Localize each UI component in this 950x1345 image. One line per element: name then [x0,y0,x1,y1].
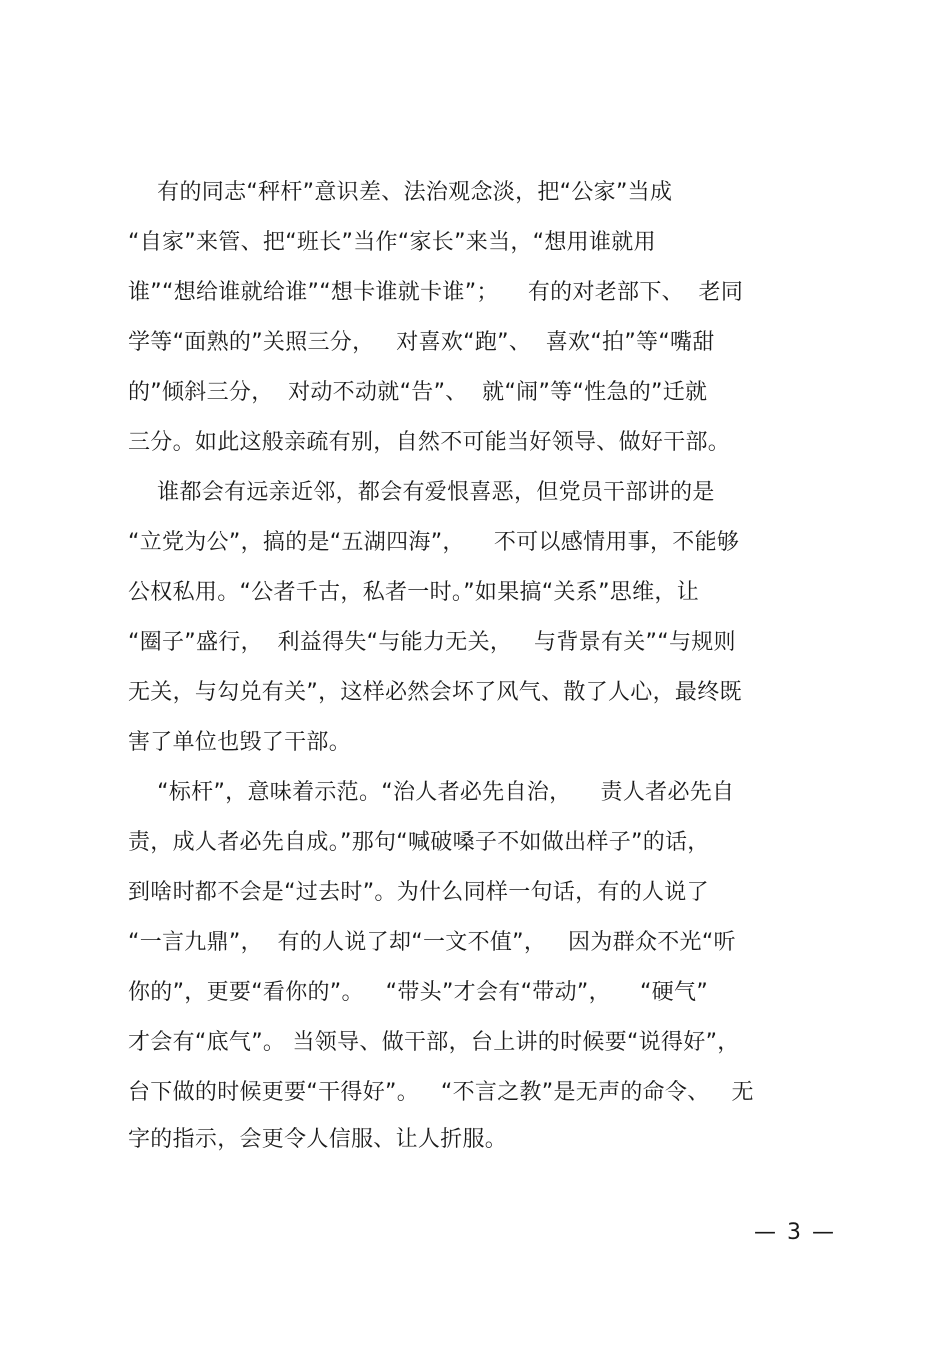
text-line: 无关，与勾兑有关”，这样必然会坏了风气、散了人心，最终既 [128,680,742,705]
text-line: 你的”，更要“看你的”。 “带头”才会有“带动”， “硬气” [128,980,709,1005]
text-line: 的”倾斜三分， 对动不动就“告”、 就“闹”等“性急的”迁就 [128,380,708,405]
page-number: — 3 — [754,1220,836,1245]
text-line: 害了单位也毁了干部。 [128,730,352,755]
text-line: 谁都会有远亲近邻，都会有爱恨喜恶，但党员干部讲的是 [128,480,715,505]
text-line: “圈子”盛行， 利益得失“与能力无关， 与背景有关”“与规则 [128,630,736,655]
text-line: “立党为公”，搞的是“五湖四海”， 不可以感情用事，不能够 [128,530,740,555]
text-line: 责，成人者必先自成。”那句“喊破嗓子不如做出样子”的话， [128,830,710,855]
text-line: 台下做的时候更要“干得好”。 “不言之教”是无声的命令、 无 [128,1080,754,1105]
text-line: 三分。如此这般亲疏有别，自然不可能当好领导、做好干部。 [128,430,731,455]
text-line: “自家”来管、把“班长”当作“家长”来当，“想用谁就用 [128,230,656,255]
text-line: 字的指示，会更令人信服、让人折服。 [128,1127,508,1152]
text-line: “标杆”，意味着示范。“治人者必先自治， 责人者必先自 [128,780,735,805]
text-line: 才会有“底气”。 当领导、做干部，台上讲的时候要“说得好”， [128,1030,740,1055]
text-line: 到啥时都不会是“过去时”。为什么同样一句话，有的人说了 [128,880,709,905]
text-line: 有的同志“秤杆”意识差、法治观念淡，把“公家”当成 [128,180,673,205]
text-line: 学等“面熟的”关照三分， 对喜欢“跑”、 喜欢“拍”等“嘴甜 [128,330,715,355]
text-line: “一言九鼎”， 有的人说了却“一文不值”， 因为群众不光“听 [128,930,736,955]
text-line: 公权私用。“公者千古，私者一时。”如果搞“关系”思维，让 [128,580,699,605]
text-line: 谁”“想给谁就给谁”“想卡谁就卡谁”； 有的对老部下、 老同 [128,280,744,305]
